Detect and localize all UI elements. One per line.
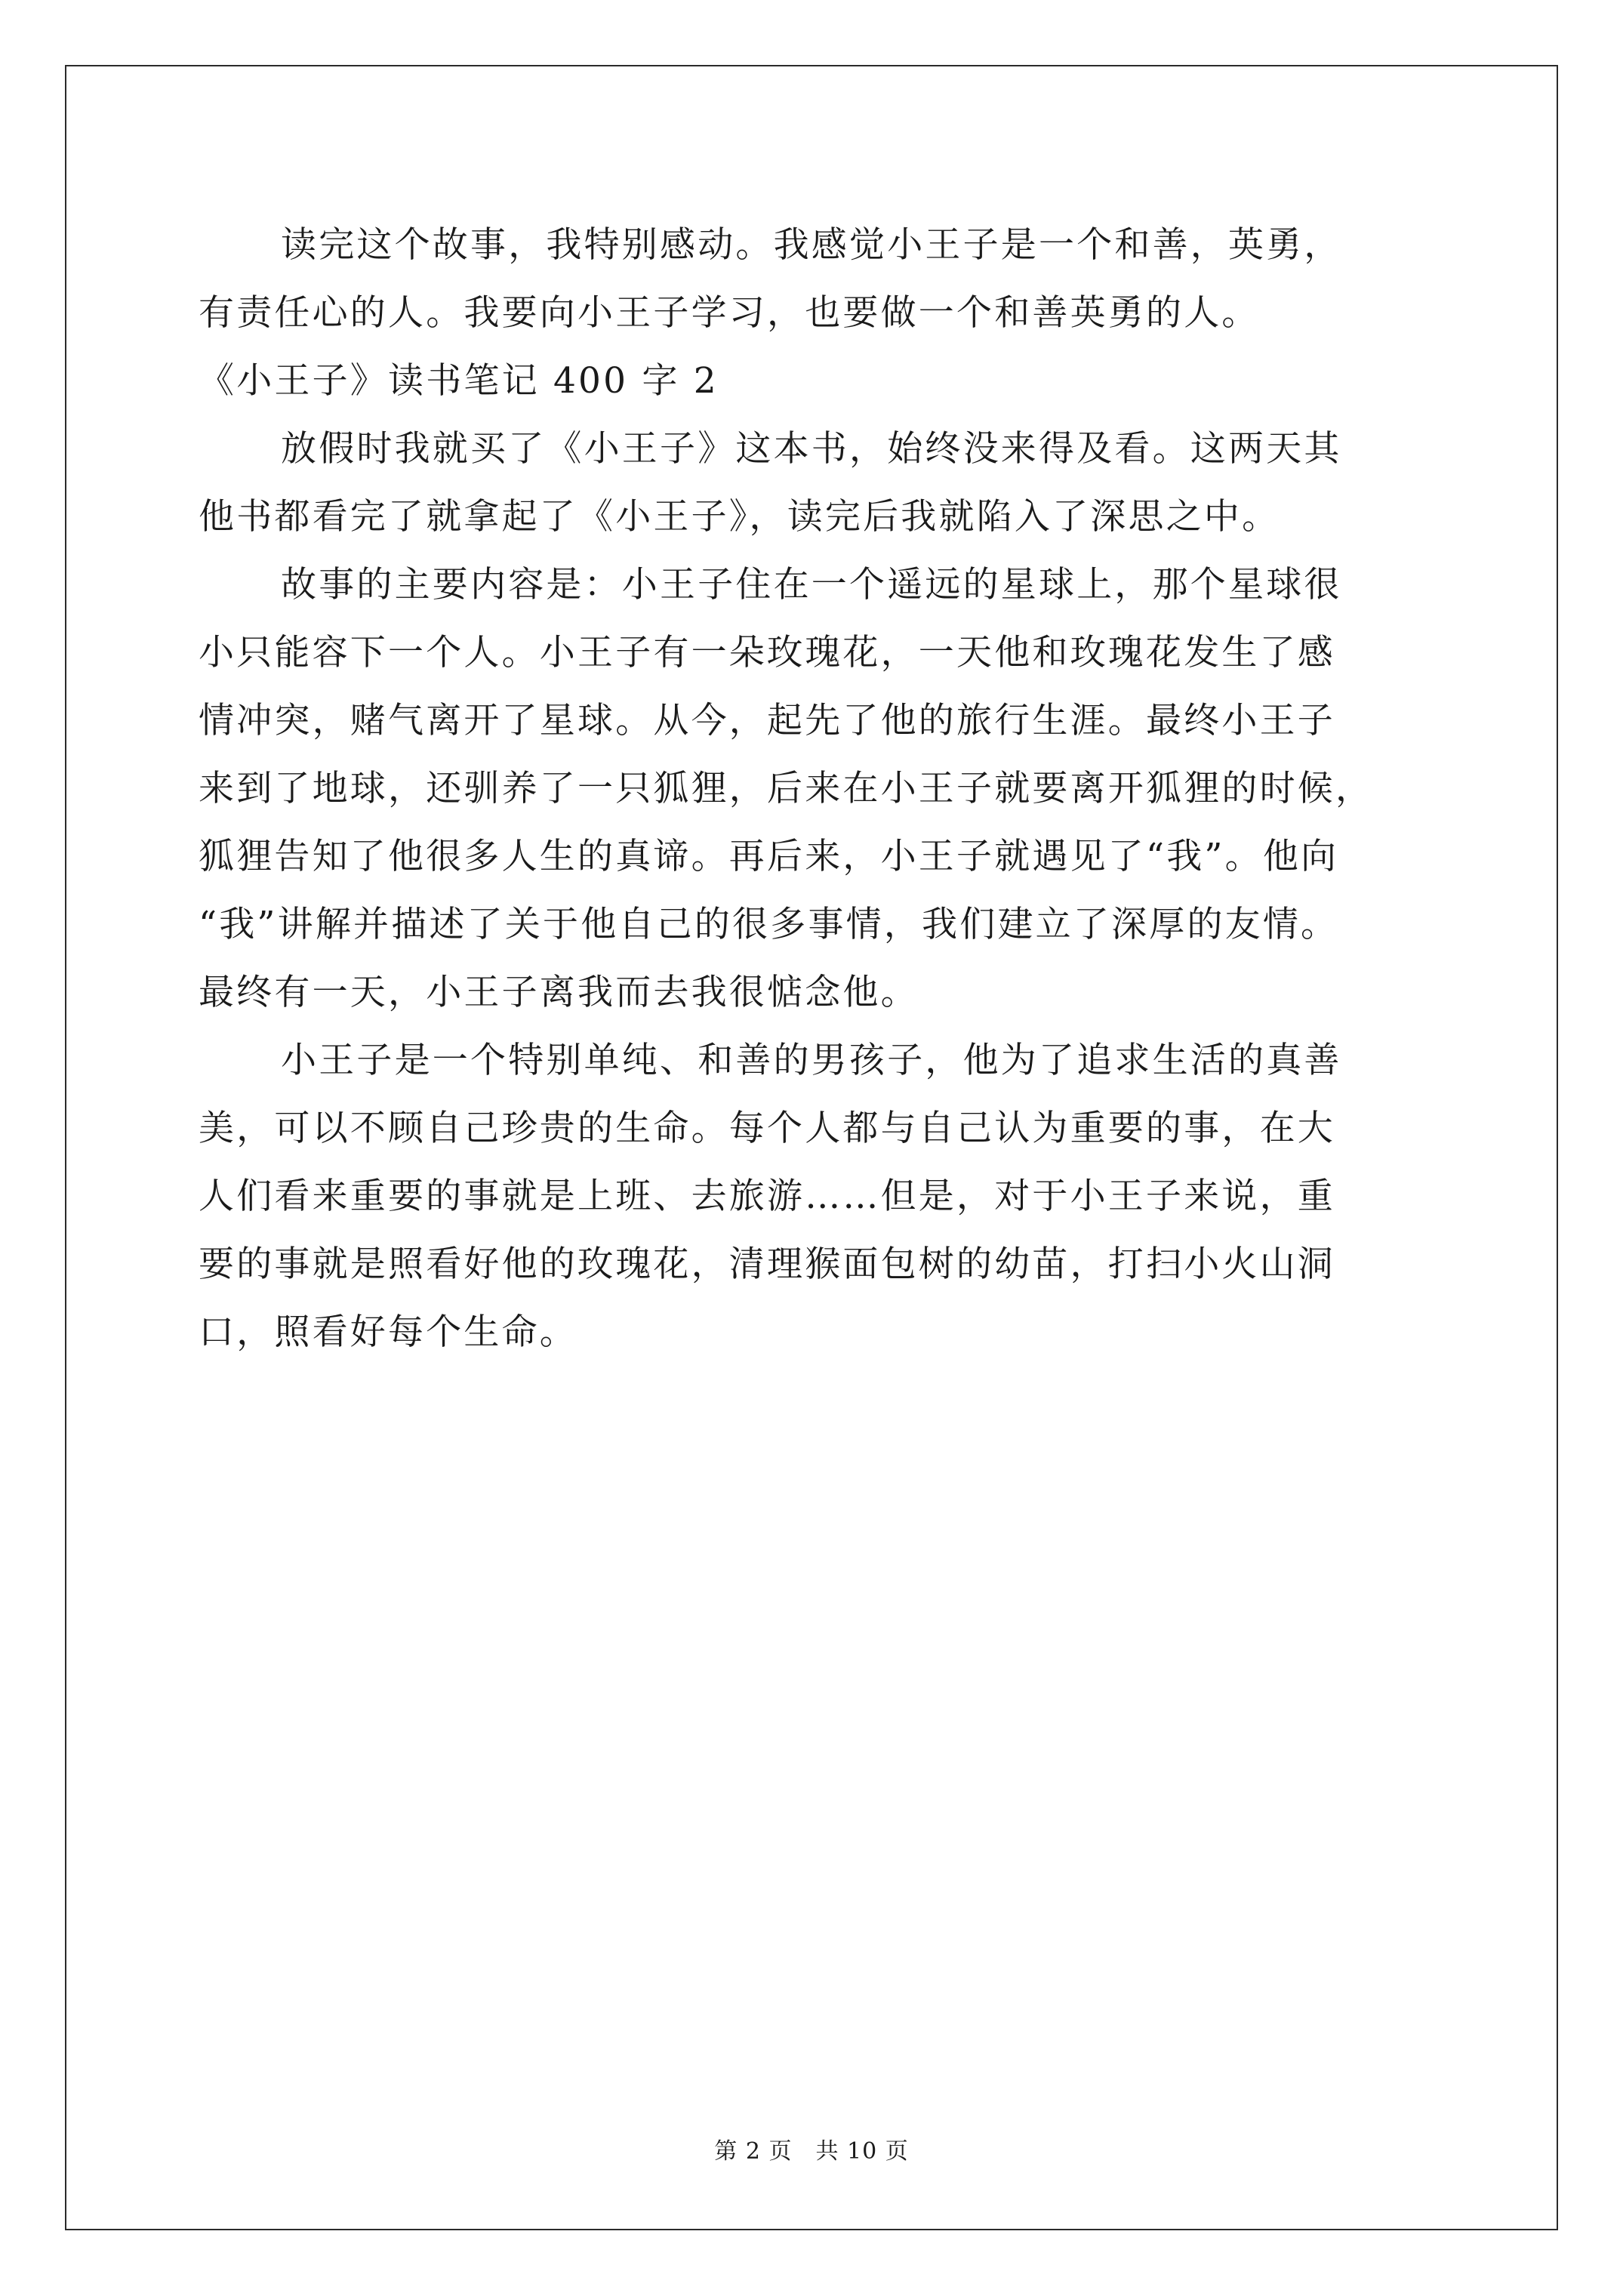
section-heading: 《小王子》读书笔记 400 字 2 bbox=[199, 360, 719, 402]
text-line: 他书都看完了就拿起了《小王子》，读完后我就陷入了深思之中。 bbox=[199, 496, 1280, 538]
text-line: 读完这个故事，我特别感动。我感觉小王子是一个和善，英勇， bbox=[281, 224, 1342, 266]
text-line: 狐狸告知了他很多人生的真谛。再后来，小王子就遇见了“我”。他向 bbox=[199, 836, 1339, 877]
text-line: 要的事就是照看好他的玫瑰花，清理猴面包树的幼苗，打扫小火山洞 bbox=[199, 1244, 1335, 1285]
text-line: 小只能容下一个人。小王子有一朵玫瑰花，一天他和玫瑰花发生了感 bbox=[199, 632, 1335, 673]
page-number: 第 2 页 共 10 页 bbox=[714, 2138, 909, 2165]
text-line: “我”讲解并描述了关于他自己的很多事情，我们建立了深厚的友情。 bbox=[199, 904, 1339, 945]
text-line: 小王子是一个特别单纯、和善的男孩子，他为了追求生活的真善 bbox=[281, 1040, 1342, 1081]
text-line: 人们看来重要的事就是上班、去旅游……但是，对于小王子来说，重 bbox=[199, 1176, 1335, 1217]
text-line: 放假时我就买了《小王子》这本书，始终没来得及看。这两天其 bbox=[281, 428, 1342, 470]
text-line: 情冲突，赌气离开了星球。从今，起先了他的旅行生涯。最终小王子 bbox=[199, 700, 1335, 741]
text-line: 美，可以不顾自己珍贵的生命。每个人都与自己认为重要的事，在大 bbox=[199, 1108, 1335, 1149]
text-line: 来到了地球，还驯养了一只狐狸，后来在小王子就要离开狐狸的时候， bbox=[199, 768, 1374, 809]
text-line: 最终有一天，小王子离我而去我很惦念他。 bbox=[199, 972, 919, 1013]
text-line: 故事的主要内容是：小王子住在一个遥远的星球上，那个星球很 bbox=[281, 564, 1342, 606]
text-line: 有责任心的人。我要向小王子学习，也要做一个和善英勇的人。 bbox=[199, 292, 1260, 334]
text-line: 口，照看好每个生命。 bbox=[199, 1311, 577, 1353]
document-body bbox=[199, 211, 1429, 1367]
